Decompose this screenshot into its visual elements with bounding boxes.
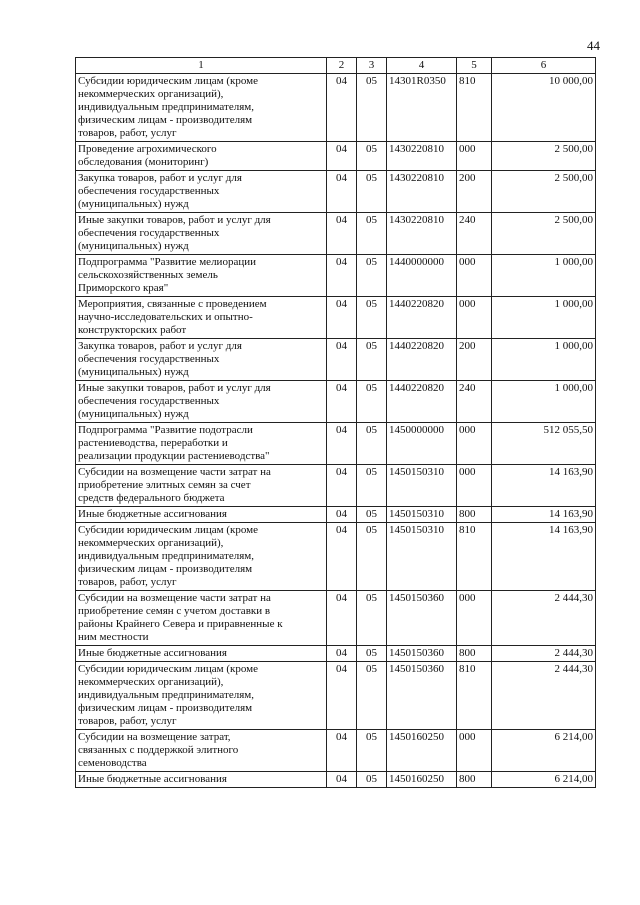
description-line: Иные бюджетные ассигнования: [78, 773, 227, 785]
row-description: [76, 339, 327, 381]
row-description: [76, 297, 327, 339]
description-line: обеспечения государственных: [78, 227, 220, 239]
column-header: 2: [327, 58, 357, 74]
description-line: ним местности: [78, 631, 149, 643]
expense-type-code: 000: [457, 730, 492, 772]
table-row: [76, 646, 596, 662]
description-line: Закупка товаров, работ и услуг для: [78, 172, 242, 184]
column-header: 6: [492, 58, 596, 74]
description-line: (муниципальных) нужд: [78, 240, 189, 252]
table-row: [76, 423, 596, 465]
section-code: 04: [327, 772, 357, 788]
amount-cell: 1 000,00: [492, 255, 596, 297]
table-body: [76, 74, 596, 788]
row-description: [76, 646, 327, 662]
description-line: средств федерального бюджета: [78, 492, 225, 504]
expense-type-code: 800: [457, 646, 492, 662]
row-description: [76, 171, 327, 213]
subsection-code: 05: [357, 507, 387, 523]
target-article-code: 1440220820: [387, 339, 457, 381]
description-line: индивидуальным предпринимателям,: [78, 550, 254, 562]
section-code: 04: [327, 591, 357, 646]
description-line: товаров, работ, услуг: [78, 127, 177, 139]
subsection-code: 05: [357, 646, 387, 662]
amount-cell: 1 000,00: [492, 339, 596, 381]
description-line: индивидуальным предпринимателям,: [78, 101, 254, 113]
target-article-code: 1450150360: [387, 662, 457, 730]
row-description: [76, 465, 327, 507]
column-header: 5: [457, 58, 492, 74]
amount-cell: 2 444,30: [492, 591, 596, 646]
table-row: [76, 74, 596, 142]
table-row: [76, 772, 596, 788]
row-description: [76, 523, 327, 591]
description-line: Подпрограмма "Развитие подотрасли: [78, 424, 253, 436]
target-article-code: 1440000000: [387, 255, 457, 297]
section-code: 04: [327, 339, 357, 381]
section-code: 04: [327, 730, 357, 772]
row-description: [76, 213, 327, 255]
description-line: (муниципальных) нужд: [78, 366, 189, 378]
description-line: конструкторских работ: [78, 324, 187, 336]
budget-table: [75, 57, 596, 788]
section-code: 04: [327, 74, 357, 142]
description-line: обеспечения государственных: [78, 353, 220, 365]
amount-cell: 2 444,30: [492, 646, 596, 662]
section-code: 04: [327, 465, 357, 507]
description-line: физическим лицам - производителям: [78, 114, 253, 126]
target-article-code: 14301R0350: [387, 74, 457, 142]
description-line: обеспечения государственных: [78, 395, 220, 407]
table-header-row: [76, 58, 596, 74]
table-row: [76, 465, 596, 507]
description-line: приобретение элитных семян за счет: [78, 479, 251, 491]
subsection-code: 05: [357, 662, 387, 730]
section-code: 04: [327, 507, 357, 523]
subsection-code: 05: [357, 255, 387, 297]
subsection-code: 05: [357, 591, 387, 646]
subsection-code: 05: [357, 523, 387, 591]
expense-type-code: 000: [457, 465, 492, 507]
table-row: [76, 507, 596, 523]
table-row: [76, 662, 596, 730]
description-line: Иные бюджетные ассигнования: [78, 647, 227, 659]
description-line: физическим лицам - производителям: [78, 702, 253, 714]
target-article-code: 1450160250: [387, 730, 457, 772]
row-description: [76, 255, 327, 297]
subsection-code: 05: [357, 381, 387, 423]
expense-type-code: 000: [457, 142, 492, 171]
description-line: Субсидии юридическим лицам (кроме: [78, 663, 259, 675]
subsection-code: 05: [357, 171, 387, 213]
expense-type-code: 800: [457, 507, 492, 523]
table-row: [76, 171, 596, 213]
description-line: Проведение агрохимического: [78, 143, 217, 155]
subsection-code: 05: [357, 74, 387, 142]
expense-type-code: 240: [457, 213, 492, 255]
column-header: 4: [387, 58, 457, 74]
amount-cell: 6 214,00: [492, 730, 596, 772]
description-line: Подпрограмма "Развитие мелиорации: [78, 256, 256, 268]
description-line: связанных с поддержкой элитного: [78, 744, 239, 756]
amount-cell: 1 000,00: [492, 381, 596, 423]
subsection-code: 05: [357, 465, 387, 507]
description-line: научно-исследовательских и опытно-: [78, 311, 253, 323]
amount-cell: 1 000,00: [492, 297, 596, 339]
description-line: Закупка товаров, работ и услуг для: [78, 340, 242, 352]
amount-cell: 2 500,00: [492, 142, 596, 171]
section-code: 04: [327, 171, 357, 213]
section-code: 04: [327, 142, 357, 171]
description-line: Иные бюджетные ассигнования: [78, 508, 227, 520]
expense-type-code: 200: [457, 171, 492, 213]
description-line: некоммерческих организаций),: [78, 676, 224, 688]
target-article-code: 1430220810: [387, 142, 457, 171]
description-line: Мероприятия, связанные с проведением: [78, 298, 267, 310]
amount-cell: 2 500,00: [492, 213, 596, 255]
expense-type-code: 810: [457, 662, 492, 730]
subsection-code: 05: [357, 339, 387, 381]
amount-cell: 512 055,50: [492, 423, 596, 465]
amount-cell: 14 163,90: [492, 523, 596, 591]
expense-type-code: 000: [457, 423, 492, 465]
table-row: [76, 142, 596, 171]
expense-type-code: 000: [457, 255, 492, 297]
description-line: Приморского края": [78, 282, 169, 294]
description-line: районы Крайнего Севера и приравненные к: [78, 618, 283, 630]
subsection-code: 05: [357, 772, 387, 788]
table-row: [76, 213, 596, 255]
description-line: товаров, работ, услуг: [78, 576, 177, 588]
column-header: 3: [357, 58, 387, 74]
description-line: обследования (мониторинг): [78, 156, 209, 168]
description-line: (муниципальных) нужд: [78, 198, 189, 210]
description-line: (муниципальных) нужд: [78, 408, 189, 420]
description-line: приобретение семян с учетом доставки в: [78, 605, 271, 617]
description-line: товаров, работ, услуг: [78, 715, 177, 727]
table-row: [76, 381, 596, 423]
expense-type-code: 800: [457, 772, 492, 788]
target-article-code: 1450150310: [387, 507, 457, 523]
target-article-code: 1450160250: [387, 772, 457, 788]
subsection-code: 05: [357, 213, 387, 255]
row-description: [76, 772, 327, 788]
section-code: 04: [327, 423, 357, 465]
page-number: 44: [587, 38, 600, 53]
table-row: [76, 591, 596, 646]
description-line: растениеводства, переработки и: [78, 437, 228, 449]
expense-type-code: 000: [457, 591, 492, 646]
table-row: [76, 523, 596, 591]
subsection-code: 05: [357, 142, 387, 171]
section-code: 04: [327, 255, 357, 297]
description-line: некоммерческих организаций),: [78, 537, 224, 549]
row-description: [76, 591, 327, 646]
section-code: 04: [327, 297, 357, 339]
row-description: [76, 662, 327, 730]
target-article-code: 1450150360: [387, 591, 457, 646]
amount-cell: 2 500,00: [492, 171, 596, 213]
subsection-code: 05: [357, 297, 387, 339]
description-line: Субсидии юридическим лицам (кроме: [78, 524, 259, 536]
table-row: [76, 339, 596, 381]
description-line: семеноводства: [78, 757, 147, 769]
section-code: 04: [327, 213, 357, 255]
table-row: [76, 730, 596, 772]
subsection-code: 05: [357, 423, 387, 465]
description-line: Субсидии на возмещение части затрат на: [78, 592, 271, 604]
row-description: [76, 381, 327, 423]
section-code: 04: [327, 662, 357, 730]
target-article-code: 1450150360: [387, 646, 457, 662]
section-code: 04: [327, 523, 357, 591]
amount-cell: 14 163,90: [492, 507, 596, 523]
expense-type-code: 200: [457, 339, 492, 381]
target-article-code: 1440220820: [387, 381, 457, 423]
section-code: 04: [327, 646, 357, 662]
description-line: некоммерческих организаций),: [78, 88, 224, 100]
description-line: физическим лицам - производителям: [78, 563, 253, 575]
expense-type-code: 810: [457, 523, 492, 591]
amount-cell: 2 444,30: [492, 662, 596, 730]
amount-cell: 6 214,00: [492, 772, 596, 788]
row-description: [76, 730, 327, 772]
row-description: [76, 142, 327, 171]
column-header: 1: [76, 58, 327, 74]
target-article-code: 1450150310: [387, 523, 457, 591]
expense-type-code: 240: [457, 381, 492, 423]
row-description: [76, 507, 327, 523]
description-line: сельскохозяйственных земель: [78, 269, 218, 281]
amount-cell: 10 000,00: [492, 74, 596, 142]
table-row: [76, 297, 596, 339]
description-line: Субсидии на возмещение затрат,: [78, 731, 231, 743]
table-row: [76, 255, 596, 297]
target-article-code: 1440220820: [387, 297, 457, 339]
subsection-code: 05: [357, 730, 387, 772]
expense-type-code: 000: [457, 297, 492, 339]
target-article-code: 1430220810: [387, 213, 457, 255]
description-line: Субсидии юридическим лицам (кроме: [78, 75, 259, 87]
row-description: [76, 74, 327, 142]
description-line: обеспечения государственных: [78, 185, 220, 197]
target-article-code: 1430220810: [387, 171, 457, 213]
target-article-code: 1450000000: [387, 423, 457, 465]
description-line: Субсидии на возмещение части затрат на: [78, 466, 271, 478]
row-description: [76, 423, 327, 465]
expense-type-code: 810: [457, 74, 492, 142]
target-article-code: 1450150310: [387, 465, 457, 507]
description-line: реализации продукции растениеводства": [78, 450, 270, 462]
amount-cell: 14 163,90: [492, 465, 596, 507]
description-line: Иные закупки товаров, работ и услуг для: [78, 382, 271, 394]
description-line: индивидуальным предпринимателям,: [78, 689, 254, 701]
section-code: 04: [327, 381, 357, 423]
description-line: Иные закупки товаров, работ и услуг для: [78, 214, 271, 226]
